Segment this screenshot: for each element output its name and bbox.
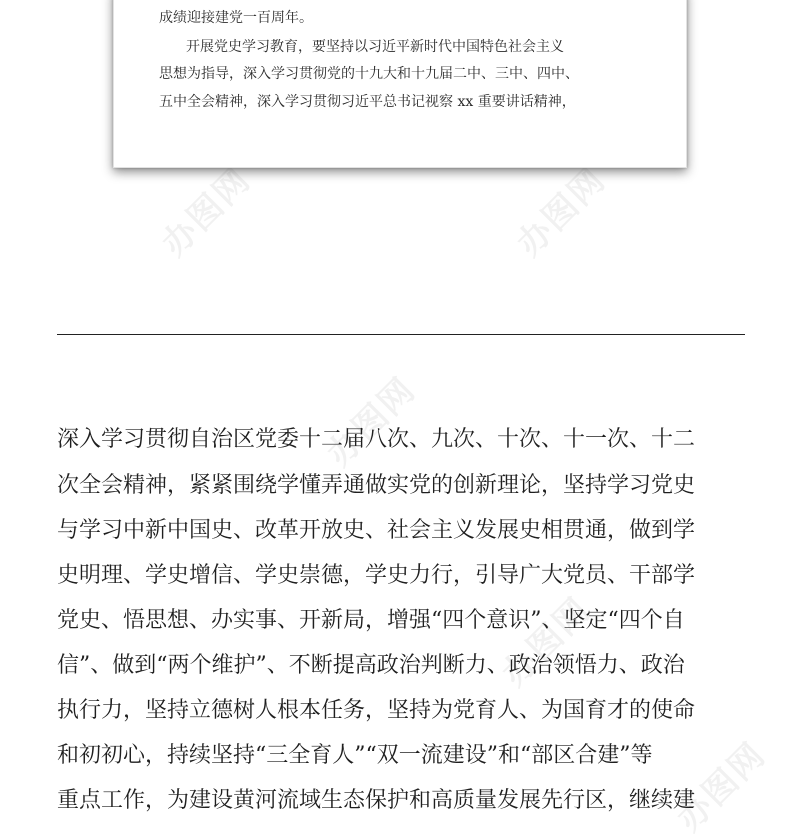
watermark: 办图网: [319, 369, 424, 475]
watermark: 办图网: [494, 589, 599, 695]
body-text-line: 深入学习贯彻自治区党委十二届八次、九次、十次、十一次、十二: [57, 427, 696, 452]
body-text-line: 重点工作，为建设黄河流域生态保护和高质量发展先行区，继续建: [57, 788, 696, 813]
card-line: 成绩迎接建党一百周年。: [159, 10, 313, 26]
body-text-line: 史明理、学史增信、学史崇德，学史力行，引导广大党员、干部学: [57, 563, 696, 588]
divider: [57, 334, 745, 335]
body-text-line: 执行力，坚持立德树人根本任务，坚持为党育人、为国育才的使命: [57, 698, 696, 723]
card-line: 五中全会精神，深入学习贯彻习近平总书记视察 xx 重要讲话精神，: [159, 94, 576, 110]
watermark: 办图网: [509, 159, 614, 265]
document-preview-card: [113, 0, 687, 168]
card-line: 思想为指导，深入学习贯彻党的十九大和十九届二中、三中、四中、: [159, 66, 579, 82]
body-text-line: 与学习中新中国史、改革开放史、社会主义发展史相贯通，做到学: [57, 518, 696, 543]
body-text-line: 次全会精神，紧紧围绕学懂弄通做实党的创新理论，坚持学习党史: [57, 473, 696, 498]
body-text-line: 党史、悟思想、办实事、开新局，增强“四个意识”、坚定“四个自: [57, 608, 685, 633]
body-text-line: 信”、做到“两个维护”、不断提高政治判断力、政治领悟力、政治: [57, 653, 685, 678]
watermark: 办图网: [669, 734, 774, 840]
card-line: 开展党史学习教育，要坚持以习近平新时代中国特色社会主义: [186, 39, 564, 55]
watermark: 办图网: [154, 159, 259, 265]
body-text-line: 和初初心，持续坚持“三全育人”“双一流建设”和“部区合建”等: [57, 743, 653, 768]
